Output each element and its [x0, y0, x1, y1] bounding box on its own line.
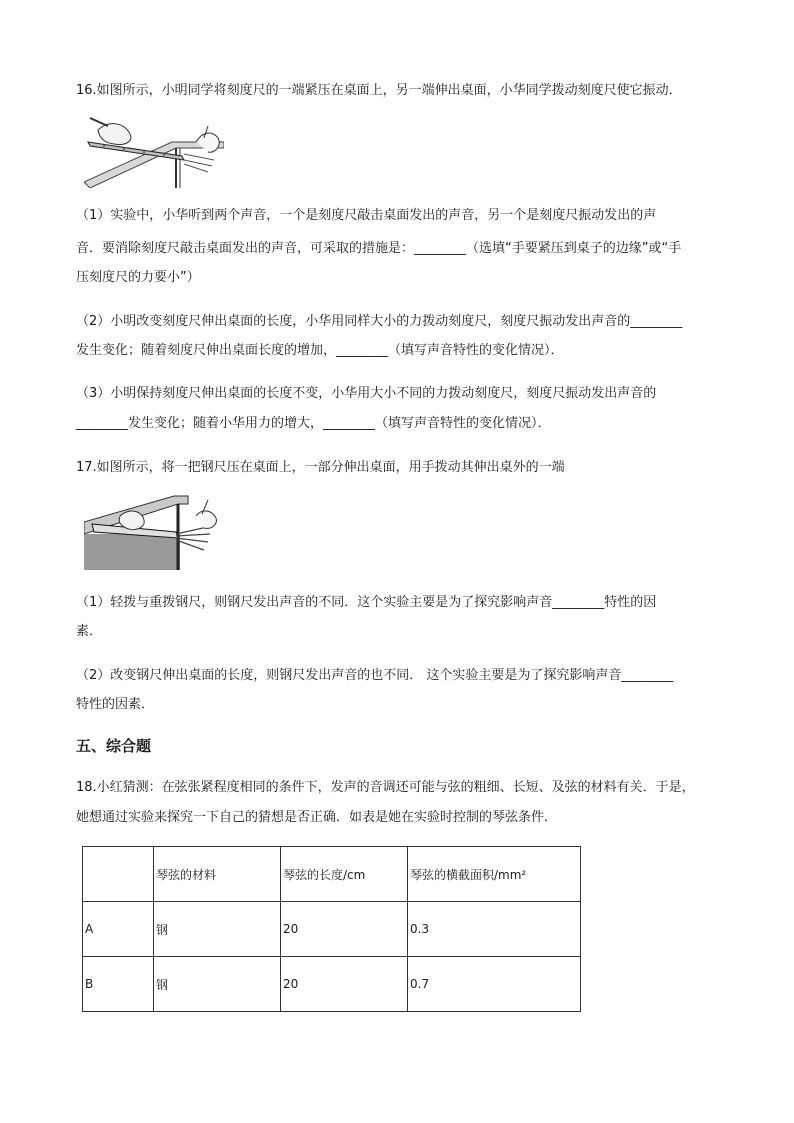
q18-stem-line2: 她想通过实验来探究一下自己的猜想是否正确．如表是她在实验时控制的琴弦条件．	[76, 810, 558, 825]
q16-part2-line2: 发生变化；随着刻度尺伸出桌面长度的增加，________（填写声音特性的变化情况）．	[76, 343, 564, 358]
q17-figure-steel-ruler	[84, 494, 224, 570]
table-header-cell	[83, 847, 154, 902]
table-header-cell: 琴弦的材料	[154, 847, 281, 902]
section-heading: 五、综合题	[76, 737, 152, 755]
q16-part1-line3: 压刻度尺的力要小”）	[76, 270, 200, 285]
q16-part2-line1: （2）小明改变刻度尺伸出桌面的长度，小华用同样大小的力拨动刻度尺，刻度尺振动发出声音的________	[76, 314, 683, 329]
q18-stem-line1: 18.小红猜测：在弦张紧程度相同的条件下，发声的音调还可能与弦的粗细、长短、及弦的材料有关．于是，	[76, 780, 695, 795]
q17-part1-line2: 素．	[76, 624, 103, 639]
table-cell: 0.3	[408, 902, 581, 957]
table-row	[83, 957, 581, 1012]
q16-part1-line2: 音．要消除刻度尺敲击桌面发出的声音，可采取的措施是：________（选填“手要紧压到桌子的边缘”或“手	[76, 241, 682, 256]
steel-ruler-desk-illustration	[84, 494, 224, 570]
table-cell: 20	[281, 957, 408, 1012]
table-header-cell: 琴弦的长度/cm	[281, 847, 408, 902]
table-row	[83, 902, 581, 957]
string-conditions-table	[82, 846, 581, 1012]
table-header-row	[83, 847, 581, 902]
table-cell: 钢	[154, 957, 281, 1012]
table-cell: B	[83, 957, 154, 1012]
q17-part2-line1: （2）改变钢尺伸出桌面的长度，则钢尺发出声音的也不同． 这个实验主要是为了探究影响声音________	[76, 668, 674, 683]
table-cell: 0.7	[408, 957, 581, 1012]
q17-part1-line1: （1）轻拨与重拨钢尺，则钢尺发出声音的不同．这个实验主要是为了探究影响声音________特性的因	[76, 595, 657, 610]
q16-part3-line2: ________发生变化；随着小华用力的增大，________（填写声音特性的变化情况）．	[76, 416, 551, 431]
q16-part1-line1: （1）实验中，小华听到两个声音，一个是刻度尺敲击桌面发出的声音，另一个是刻度尺振动发出的声	[76, 208, 657, 223]
table-header-cell: 琴弦的横截面积/mm²	[408, 847, 581, 902]
ruler-desk-illustration	[84, 112, 224, 188]
q16-part3-line1: （3）小明保持刻度尺伸出桌面的长度不变，小华用大小不同的力拨动刻度尺，刻度尺振动发出声音的	[76, 386, 657, 401]
table-cell: A	[83, 902, 154, 957]
q16-figure-ruler-on-desk	[84, 112, 224, 188]
q16-stem: 16.如图所示，小明同学将刻度尺的一端紧压在桌面上，另一端伸出桌面，小华同学拨动刻度尺使它振动．	[76, 83, 682, 98]
table-cell: 20	[281, 902, 408, 957]
table-cell: 钢	[154, 902, 281, 957]
q17-part2-line2: 特性的因素．	[76, 697, 155, 712]
q17-stem: 17.如图所示，将一把钢尺压在桌面上，一部分伸出桌面，用手拨动其伸出桌外的一端	[76, 460, 565, 475]
